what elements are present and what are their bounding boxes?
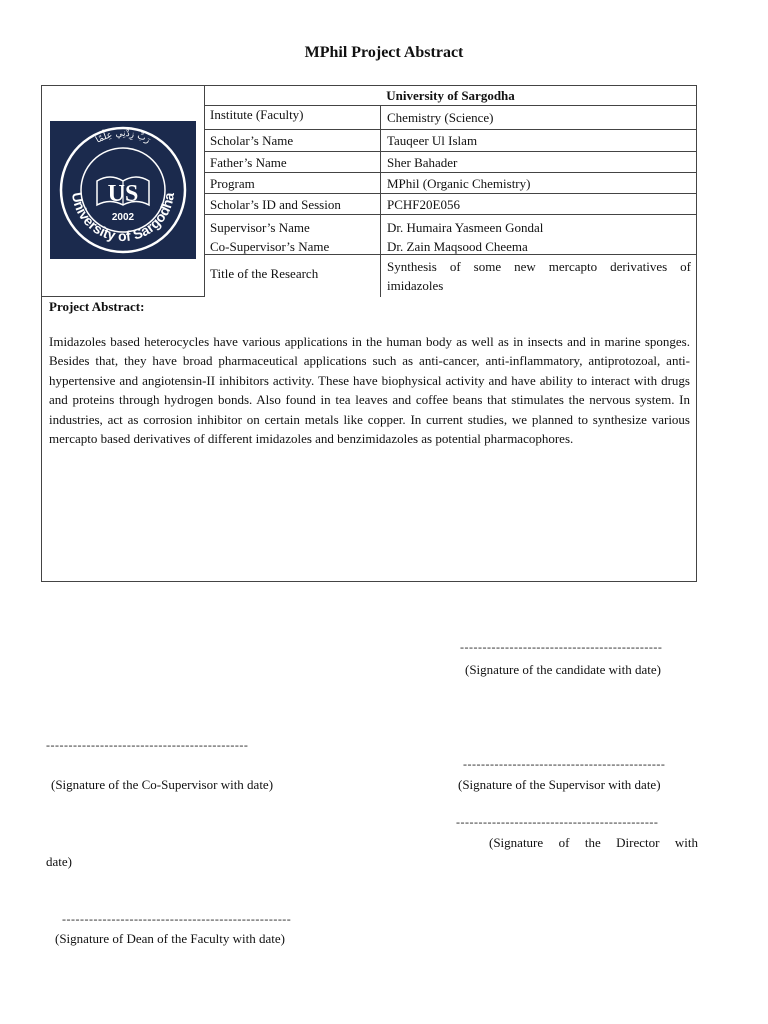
supervisor-label: Supervisor’s Name — [210, 220, 310, 235]
university-name: University of Sargodha — [204, 86, 697, 106]
row-label: Scholar’s ID and Session — [210, 197, 341, 212]
dean-signature-line: --------------------------------------------------- — [62, 912, 292, 926]
candidate-signature-line: --------------------------------------------- — [460, 640, 663, 654]
co-supervisor-signature-label: (Signature of the Co-Supervisor with date) — [51, 777, 274, 792]
abstract-heading: Project Abstract: — [49, 299, 145, 314]
supervisor-values — [380, 215, 697, 254]
info-row-scholar-id — [204, 194, 697, 215]
logo-year: 2002 — [111, 212, 135, 223]
info-row-father-name — [204, 152, 697, 173]
supervisor-labels — [204, 215, 380, 254]
row-label: Title of the Research — [210, 266, 319, 281]
row-value: MPhil (Organic Chemistry) — [380, 173, 697, 193]
row-label: Program — [210, 176, 255, 191]
row-value: Tauqeer Ul Islam — [380, 130, 697, 151]
supervisor-name: Dr. Humaira Yasmeen Gondal — [387, 220, 544, 235]
info-row-institute — [204, 106, 697, 130]
logo-motto: رَبِّ زِدْنِي عِلْمًا — [94, 128, 152, 146]
dean-signature-label: (Signature of Dean of the Faculty with date) — [55, 931, 285, 946]
university-logo — [50, 121, 196, 259]
row-label: Father’s Name — [210, 155, 287, 170]
abstract-form — [41, 85, 697, 582]
director-signature-label-cont: date) — [46, 854, 72, 869]
research-title: Synthesis of some new mercapto derivatives of imidazoles — [380, 255, 697, 297]
co-supervisor-label: Co-Supervisor’s Name — [210, 239, 330, 254]
row-value: Chemistry (Science) — [380, 106, 697, 129]
supervisor-signature-line: --------------------------------------------- — [463, 757, 666, 771]
abstract-text: Imidazoles based heterocycles have various applications in the human body as well as in insects and in marine sponges. Besides that, they have broad pharmaceutical applications such as anti-cancer, anti-inflammatory, antiprotozoal, anti-hypertensive and angiotensin-II inhibitors activity. These have biophysical activity and have ability to interact with drugs and proteins through hydrogen bonds. Also found in tea leaves and coffee beans that stimulates the nervous system. In industries, act as corrosion inhibitor on certain metals like copper. In current studies, we planned to synthesize various mercapto based derivatives of different imidazoles and benzimidazoles as potential pharmacophores. — [49, 334, 690, 447]
scholar-info-table — [204, 86, 697, 297]
row-value: PCHF20E056 — [380, 194, 697, 214]
logo-cell — [42, 86, 205, 297]
candidate-signature-label: (Signature of the candidate with date) — [465, 662, 662, 677]
info-row-scholar-name — [204, 130, 697, 152]
supervisor-signature-label: (Signature of the Supervisor with date) — [458, 777, 661, 792]
director-signature-label: (Signature of the Director with — [489, 835, 698, 850]
info-row-supervisors — [204, 215, 697, 255]
page-title: MPhil Project Abstract — [304, 44, 464, 61]
director-signature-line: --------------------------------------------- — [456, 815, 659, 829]
row-label: Scholar’s Name — [210, 133, 294, 148]
row-value: Sher Bahader — [380, 152, 697, 172]
logo-initials: US — [107, 181, 139, 207]
logo-ring-text: University of Sargodha — [68, 191, 178, 245]
info-row-program — [204, 173, 697, 194]
co-supervisor-signature-line: --------------------------------------------- — [46, 738, 249, 752]
info-row-research-title — [204, 255, 697, 297]
co-supervisor-name: Dr. Zain Maqsood Cheema — [387, 239, 528, 254]
row-label: Institute (Faculty) — [210, 107, 304, 122]
